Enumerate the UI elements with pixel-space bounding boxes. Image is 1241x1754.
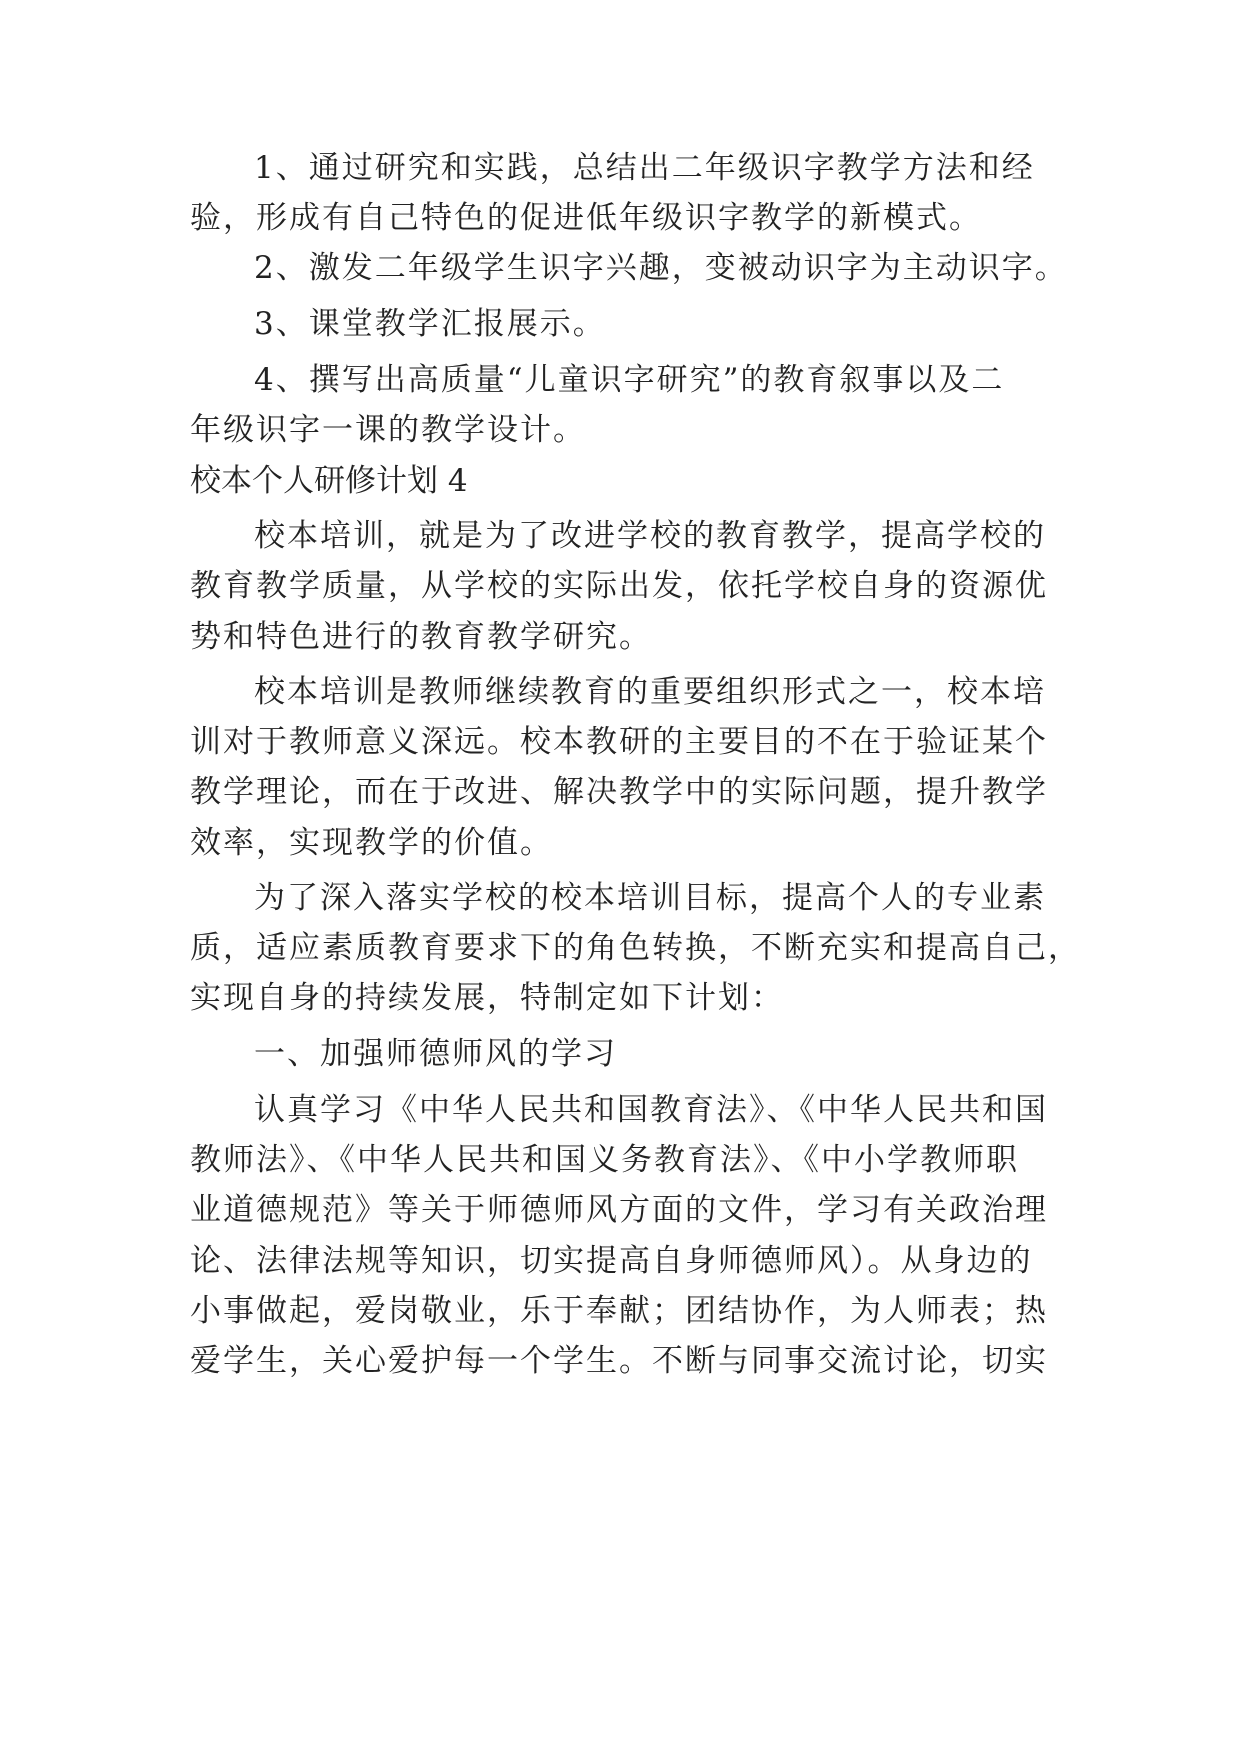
subsection-heading: 一、加强师德师风的学习 <box>254 1036 617 1072</box>
section-heading: 校本个人研修计划 4 <box>190 463 468 499</box>
paragraph-line: 质，适应素质教育要求下的角色转换，不断充实和提高自己， <box>190 930 1081 966</box>
paragraph-line: 验，形成有自己特色的促进低年级识字教学的新模式。 <box>190 200 982 236</box>
paragraph-line: 教育教学质量，从学校的实际出发，依托学校自身的资源优 <box>190 568 1048 604</box>
paragraph-line: 认真学习《中华人民共和国教育法》、《中华人民共和国 <box>254 1092 1048 1128</box>
paragraph-line: 爱学生，关心爱护每一个学生。不断与同事交流讨论，切实 <box>190 1343 1048 1379</box>
paragraph-line: 论、法律法规等知识，切实提高自身师德师风）。从身边的 <box>190 1243 1033 1279</box>
paragraph-line: 效率，实现教学的价值。 <box>190 825 553 861</box>
paragraph-line: 为了深入落实学校的校本培训目标，提高个人的专业素 <box>254 880 1046 916</box>
paragraph-line: 3、课堂教学汇报展示。 <box>254 306 606 342</box>
paragraph-line: 校本培训是教师继续教育的重要组织形式之一，校本培 <box>254 674 1046 710</box>
paragraph-line: 教师法》、《中华人民共和国义务教育法》、《中小学教师职 <box>190 1142 1019 1178</box>
paragraph-line: 势和特色进行的教育教学研究。 <box>190 619 652 655</box>
paragraph-line: 4、撰写出高质量“儿童识字研究”的教育叙事以及二 <box>254 362 1005 398</box>
paragraph-line: 训对于教师意义深远。校本教研的主要目的不在于验证某个 <box>190 724 1048 760</box>
paragraph-line: 教学理论，而在于改进、解决教学中的实际问题，提升教学 <box>190 774 1048 810</box>
paragraph-line: 实现自身的持续发展，特制定如下计划： <box>190 980 784 1016</box>
paragraph-line: 1、通过研究和实践，总结出二年级识字教学方法和经 <box>254 150 1035 186</box>
paragraph-line: 年级识字一课的教学设计。 <box>190 412 586 448</box>
paragraph-line: 2、激发二年级学生识字兴趣，变被动识字为主动识字。 <box>254 250 1068 286</box>
paragraph-line: 小事做起，爱岗敬业，乐于奉献；团结协作，为人师表；热 <box>190 1293 1048 1329</box>
paragraph-line: 校本培训，就是为了改进学校的教育教学，提高学校的 <box>254 518 1046 554</box>
paragraph-line: 业道德规范》等关于师德师风方面的文件，学习有关政治理 <box>190 1192 1048 1228</box>
